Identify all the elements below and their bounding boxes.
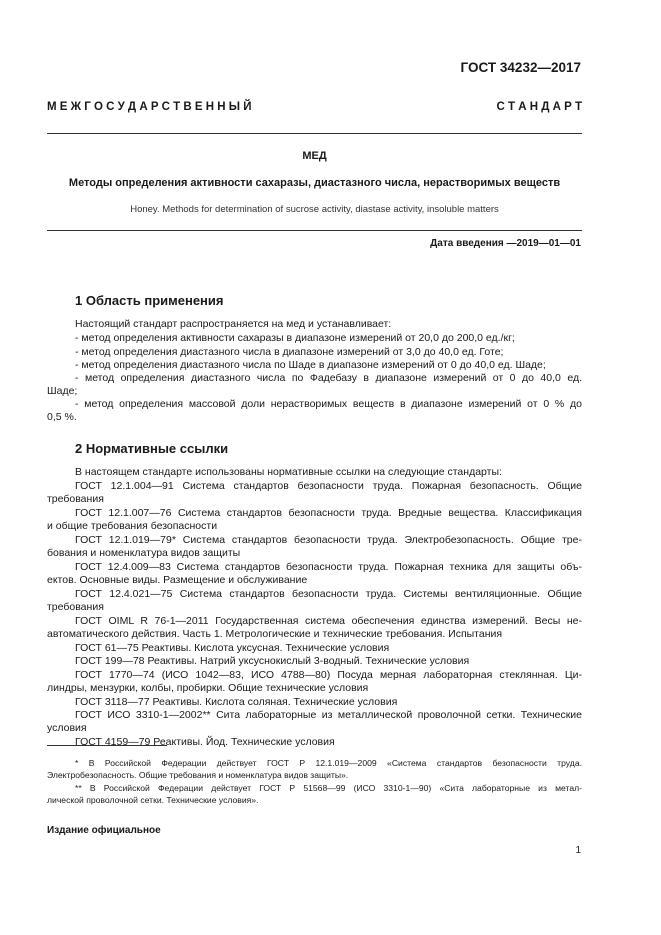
section-2-line: ГОСТ 12.1.007—76 Система стандартов безопасности труда. Вредные вещества. Классификация (75, 507, 582, 519)
standard-type-banner (47, 101, 582, 113)
section-1-line: - метод определения активности сахаразы в диапазоне измерений от 20,0 до 200,0 ед./кг; (75, 332, 515, 344)
footnote-line: Электробезопасность. Общие требования и номенклатура видов защиты». (47, 770, 349, 780)
section-2-line: ГОСТ 4159—79 Реактивы. Йод. Технические условия (75, 736, 335, 748)
section-1-line: - метод определения диастазного числа по Шаде в диапазоне измерений от 0 до 40,0 ед. Шаде; (75, 359, 546, 371)
section-2-line: условия (47, 722, 87, 734)
section-2-line: ГОСТ 12.1.004—91 Система стандартов безопасности труда. Пожарная безопасность. Общие (75, 480, 582, 492)
section-2-line: ГОСТ 61—75 Реактивы. Кислота уксусная. Технические условия (75, 642, 390, 654)
footnote-line: * В Российской Федерации действует ГОСТ Р 12.1.019—2009 «Система стандартов безопасности труда. (75, 758, 582, 768)
document-subtitle: Методы определения активности сахаразы, диастазного числа, нерастворимых веществ (68, 177, 561, 189)
section-2-line: ГОСТ 12.4.021—75 Система стандартов безопасности труда. Системы вентиляционные. Общие (75, 588, 582, 600)
section-2-line: требования (47, 493, 104, 505)
banner-word-standard: С Т А Н Д А Р Т (496, 101, 582, 113)
footnote-line: лической проволочной сетки. Технические условия». (47, 795, 259, 805)
section-2-line: требования (47, 601, 104, 613)
page-number: 1 (575, 845, 581, 856)
footnote-divider (47, 745, 167, 746)
section-1-line: Настоящий стандарт распространяется на мед и устанавливает: (75, 318, 392, 330)
banner-word-interstate: М Е Ж Г О С У Д А Р С Т В Е Н Н Ы Й (47, 101, 252, 113)
introduction-date: Дата введения —2019—01—01 (430, 238, 581, 249)
section-2-line: В настоящем стандарте использованы нормативные ссылки на следующие стандарты: (75, 466, 502, 478)
section-2-line: автоматического действия. Часть 1. Метрологические и технические требования. Испытания (47, 628, 503, 640)
section-2-line: и общие требования безопасности (47, 520, 218, 532)
section-1-line: - метод определения диастазного числа в диапазоне измерений от 3,0 до 40,0 ед. Готе; (75, 346, 504, 358)
title-divider (47, 230, 582, 231)
section-2-line: бования и номенклатура видов защиты (47, 547, 241, 559)
top-divider (47, 133, 582, 134)
section-2-line: ГОСТ 12.1.019—79* Система стандартов безопасности труда. Электробезопасность. Общие тре- (75, 534, 582, 546)
english-title: Honey. Methods for determination of sucrose activity, diastase activity, insoluble matters (130, 204, 499, 215)
standard-id: ГОСТ 34232—2017 (460, 60, 581, 75)
official-edition-label: Издание официальное (47, 825, 161, 836)
section-2-line: ектов. Основные виды. Размещение и обслуживание (47, 574, 308, 586)
section-2-line: ГОСТ OIML R 76-1—2011 Государственная система обеспечения единства измерений. Весы не- (75, 615, 582, 627)
section-1-line: - метод определения массовой доли нерастворимых веществ в диапазоне измерений от 0 % до (75, 398, 582, 410)
footnote-line: ** В Российской Федерации действует ГОСТ Р 51568—99 (ИСО 3310-1—90) «Сита лабораторные из метал- (75, 783, 582, 793)
section-2-heading: 2 Нормативные ссылки (75, 441, 229, 456)
section-1-heading: 1 Область применения (75, 293, 224, 308)
section-2-line: ГОСТ 12.4.009—83 Система стандартов безопасности труда. Пожарная техника для защиты объ- (75, 561, 582, 573)
section-1-line: - метод определения диастазного числа по Фадебазу в диапазоне измерений от 0 до 40,0 ед. (75, 372, 582, 384)
section-2-line: ГОСТ 3118—77 Реактивы. Кислота соляная. Технические условия (75, 696, 398, 708)
section-2-line: ГОСТ 1770—74 (ИСО 1042—83, ИСО 4788—80) Посуда мерная лабораторная стеклянная. Ци- (75, 669, 582, 681)
section-1-line: Шаде; (47, 385, 78, 397)
section-2-line: ГОСТ ИСО 3310-1—2002** Сита лабораторные из металлической проволочной сетки. Технические (75, 709, 582, 721)
document-title: МЕД (302, 150, 327, 162)
section-2-line: линдры, мензурки, колбы, пробирки. Общие технические условия (47, 682, 369, 694)
section-1-line: 0,5 %. (47, 411, 77, 423)
section-2-line: ГОСТ 199—78 Реактивы. Натрий уксуснокислый 3-водный. Технические условия (75, 655, 470, 667)
